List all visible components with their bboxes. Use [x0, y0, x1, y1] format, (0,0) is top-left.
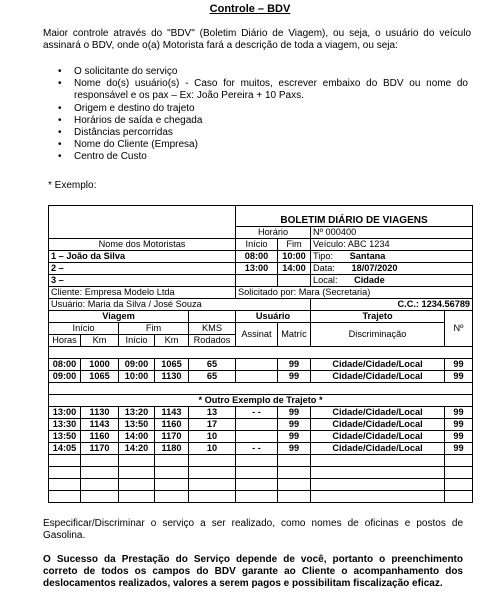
table-row [49, 455, 473, 467]
cell: 09:00 [49, 371, 81, 383]
kms-header: KMS [189, 323, 236, 335]
cell: 1000 [81, 359, 119, 371]
inicio-subheader: Início [49, 323, 119, 335]
cell: 99 [445, 407, 473, 419]
cell: 99 [278, 407, 311, 419]
cell: Cidade/Cidade/Local [311, 443, 445, 455]
driver-start [236, 275, 278, 287]
cell: 1143 [81, 419, 119, 431]
cell [236, 431, 278, 443]
list-item: • Distâncias percorridas [58, 127, 468, 139]
cell: 99 [278, 431, 311, 443]
cell: 99 [278, 371, 311, 383]
table-row [49, 443, 473, 455]
info-value: Santana [349, 251, 386, 261]
cell: 17 [189, 419, 236, 431]
cell: 99 [445, 371, 473, 383]
driver-name: 1 – João da Silva [49, 251, 236, 263]
cell: 99 [445, 359, 473, 371]
cell: 1180 [155, 443, 189, 455]
viagem-header: Viagem [49, 311, 189, 323]
closing-paragraph: O Sucesso da Prestação do Serviço depende de você, portanto o preenchimento correto de todos os campos do BDV garante ao Cliente o acompanhamento dos deslocamentos realizados, valores a serem pagos e possibilitam fiscalização eficaz. [43, 554, 463, 589]
driver-info [311, 263, 473, 275]
cell: Cidade/Cidade/Local [311, 371, 445, 383]
cell: 1143 [155, 407, 189, 419]
intro-paragraph: Maior controle através do "BDV" (Boletim Diário de Viagem), ou seja, o usuário do veículo assinará o BDV, onde o(a) Motorista fará a descrição de toda a viagem, ou seja: [43, 28, 471, 51]
info-label: Local: [313, 275, 338, 285]
cell [236, 371, 278, 383]
cell: Cidade/Cidade/Local [311, 419, 445, 431]
rodados-header: Rodados [189, 335, 236, 347]
no-header: Nº [445, 311, 473, 347]
list-item: • Centro de Custo [58, 151, 468, 163]
page-title: Controle – BDV [209, 3, 291, 15]
spacer-row [49, 383, 473, 395]
cell: 1065 [155, 359, 189, 371]
list-item: • Origem e destino do trajeto [58, 103, 468, 115]
cell: 1160 [155, 419, 189, 431]
cell: 99 [445, 431, 473, 443]
driver-end: 14:00 [278, 263, 311, 275]
cell: 99 [278, 359, 311, 371]
cell [236, 419, 278, 431]
driver-info [311, 251, 473, 263]
cell: 1170 [155, 431, 189, 443]
cell: 14:20 [119, 443, 155, 455]
cell: 13:00 [49, 407, 81, 419]
cell: 1065 [81, 371, 119, 383]
cell: 08:00 [49, 359, 81, 371]
motoristas-header: Nome dos Motoristas [49, 239, 236, 251]
cell: 13 [189, 407, 236, 419]
blank-cell [49, 206, 236, 239]
cell: 13:50 [119, 419, 155, 431]
cell: 99 [278, 443, 311, 455]
list-item: • Nome do(s) usuário(s) - Caso for muitos, escrever embaixo do BDV ou nome do responsável e os pax – Ex: João Pereira + 10 Paxs. [58, 78, 468, 102]
cell: 10:00 [119, 371, 155, 383]
cell: 1160 [81, 431, 119, 443]
cell [236, 359, 278, 371]
list-item: • Horários de saída e chegada [58, 115, 468, 127]
cell: 13:30 [49, 419, 81, 431]
cc-cell: C.C.: 1234.56789 [311, 299, 473, 311]
blank-cell [189, 311, 236, 323]
bullet-list [58, 66, 468, 164]
cell: 10 [189, 431, 236, 443]
table-row [49, 359, 473, 371]
cell: 10 [189, 443, 236, 455]
driver-end: 10:00 [278, 251, 311, 263]
driver-name: 2 – [49, 263, 236, 275]
cell: Cidade/Cidade/Local [311, 359, 445, 371]
list-item: • Nome do Cliente (Empresa) [58, 139, 468, 151]
cliente-cell: Cliente: Empresa Modelo Ltda [49, 287, 236, 299]
list-item: • O solicitante do serviço [58, 66, 468, 78]
outro-exemplo-row: * Outro Exemplo de Trajeto * [49, 395, 473, 407]
matric-header: Matríc [278, 323, 311, 347]
trajeto-header: Trajeto [311, 311, 445, 323]
table-row [49, 263, 473, 275]
cell: 1170 [81, 443, 119, 455]
info-value: Cidade [354, 275, 385, 285]
cell: Cidade/Cidade/Local [311, 431, 445, 443]
fim-subheader: Fim [119, 323, 189, 335]
driver-start: 13:00 [236, 263, 278, 275]
horario-label: Horário [236, 227, 311, 239]
cell: 65 [189, 359, 236, 371]
driver-start: 08:00 [236, 251, 278, 263]
example-label: * Exemplo: [48, 180, 97, 191]
info-value: 18/07/2020 [351, 263, 398, 273]
outro-paragraph: Especificar/Discriminar o serviço a ser realizado, como nomes de oficinas e postos de Gasolina. [43, 518, 463, 541]
cell: 1130 [155, 371, 189, 383]
table-row [49, 275, 473, 287]
cell: 14:00 [119, 431, 155, 443]
inicio-header: Início [236, 239, 278, 251]
table-row [49, 479, 473, 491]
inicio-col-header: Início [119, 335, 155, 347]
km-header: Km [81, 335, 119, 347]
driver-info [311, 275, 473, 287]
usuario-cell: Usuário: Maria da Silva / José Souza [49, 299, 311, 311]
cell: 13:50 [49, 431, 81, 443]
table-row [49, 251, 473, 263]
table-row [49, 371, 473, 383]
cell: Cidade/Cidade/Local [311, 407, 445, 419]
spacer-row [49, 347, 473, 359]
usuario-group-header: Usuário [236, 311, 311, 323]
driver-end [278, 275, 311, 287]
veiculo-cell: Veículo: ABC 1234 [311, 239, 473, 251]
cell: - - [236, 407, 278, 419]
cell: 1130 [81, 407, 119, 419]
bdv-heading: BOLETIM DIÁRIO DE VIAGENS [236, 206, 473, 227]
solicitado-cell: Solicitado por: Mara (Secretaria) [236, 287, 473, 299]
discriminacao-header: Discriminação [311, 323, 445, 347]
cell: - - [236, 443, 278, 455]
cell: 14:05 [49, 443, 81, 455]
driver-name: 3 – [49, 275, 236, 287]
cell: 99 [445, 443, 473, 455]
assinat-header: Assinat [236, 323, 278, 347]
table-row [49, 431, 473, 443]
bdv-number: Nº 000400 [311, 227, 473, 239]
cell: 13:20 [119, 407, 155, 419]
table-row [49, 419, 473, 431]
info-label: Tipo: [313, 251, 334, 261]
cell: 99 [445, 419, 473, 431]
fim-header: Fim [278, 239, 311, 251]
km-header: Km [155, 335, 189, 347]
table-row [49, 467, 473, 479]
horas-header: Horas [49, 335, 81, 347]
bdv-table [48, 205, 473, 503]
cell: 99 [278, 419, 311, 431]
info-label: Data: [313, 263, 335, 273]
table-row [49, 407, 473, 419]
table-row [49, 491, 473, 503]
cell: 09:00 [119, 359, 155, 371]
cell: 65 [189, 371, 236, 383]
